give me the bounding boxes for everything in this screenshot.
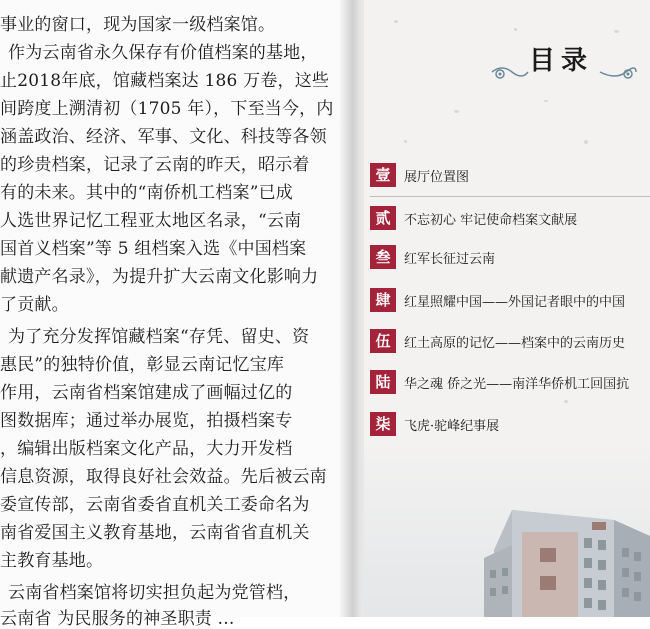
right-ornament-icon (598, 60, 638, 84)
toc-badge: 伍 (370, 329, 396, 353)
body-text-line: 为了充分发挥馆藏档案“存凭、留史、资 (8, 327, 310, 347)
body-text-line: 事业的窗口，现为国家一级档案馆。 (0, 15, 276, 35)
body-text-line: 间跨度上溯清初（1705 年），下至当今，内 (0, 99, 334, 119)
toc-badge: 贰 (370, 206, 396, 230)
body-text-line: 主教育基地。 (0, 551, 104, 571)
body-text-line: 有的未来。其中的“南侨机工档案”已成 (0, 183, 293, 203)
body-text-line: 信息资源，取得良好社会效益。先后被云南 (0, 467, 327, 487)
toc-badge: 叁 (370, 245, 396, 269)
body-text-line: 作用，云南省档案馆建成了画幅过亿的 (0, 383, 293, 403)
body-text-line: 了贡献。 (0, 295, 69, 315)
toc-label: 红土高原的记忆——档案中的云南历史 (404, 336, 626, 351)
body-text-line: ，编辑出版档案文化产品，大力开发档 (0, 439, 293, 459)
toc-label: 华之魂 侨之光——南洋华侨机工回国抗 (404, 377, 630, 392)
body-text-line: 委宣传部，云南省委省直机关工委命名为 (0, 495, 310, 515)
toc-title: 目录 (529, 46, 594, 76)
body-text-line: 惠民”的独特价值，彰显云南记忆宝库 (0, 355, 285, 375)
toc-badge: 肆 (370, 288, 396, 312)
left-ornament-icon (490, 60, 530, 84)
body-text-line: 的珍贵档案，记录了云南的昨天，昭示着 (0, 155, 310, 175)
toc-label: 飞虎·驼峰纪事展 (404, 419, 500, 434)
body-text-line: 云南省档案馆将切实担负起为党管档， (8, 583, 301, 603)
body-text-line: 人选世界记忆工程亚太地区名录，“云南 (0, 211, 302, 231)
toc-badge: 陆 (370, 370, 396, 394)
toc-label: 红星照耀中国——外国记者眼中的中国 (404, 295, 626, 310)
toc-badge: 柒 (370, 412, 396, 436)
body-text-line: 国首义档案”等 5 组档案入选《中国档案 (0, 239, 307, 259)
body-text-line: 图数据库；通过举办展览，拍摄档案专 (0, 411, 293, 431)
body-text-line: 云南省 为民服务的神圣职责 ... (0, 609, 235, 629)
body-text-line: 涵盖政治、经济、军事、文化、科技等各领 (0, 127, 327, 147)
body-text-line: 献遗产名录》，为提升扩大云南文化影响力 (0, 267, 319, 287)
toc-badge: 壹 (370, 163, 396, 187)
divider (370, 196, 650, 197)
archive-building-image (364, 440, 650, 617)
toc-label: 展厅位置图 (404, 170, 470, 185)
body-text-line: 止2018年底，馆藏档案达 186 万卷，这些 (0, 71, 330, 91)
toc-label: 不忘初心 牢记使命档案文献展 (404, 213, 578, 228)
toc-label: 红军长征过云南 (404, 252, 496, 267)
body-text-line: 南省爱国主义教育基地，云南省省直机关 (0, 523, 310, 543)
body-text-line: 作为云南省永久保存有价值档案的基地， (8, 43, 318, 63)
